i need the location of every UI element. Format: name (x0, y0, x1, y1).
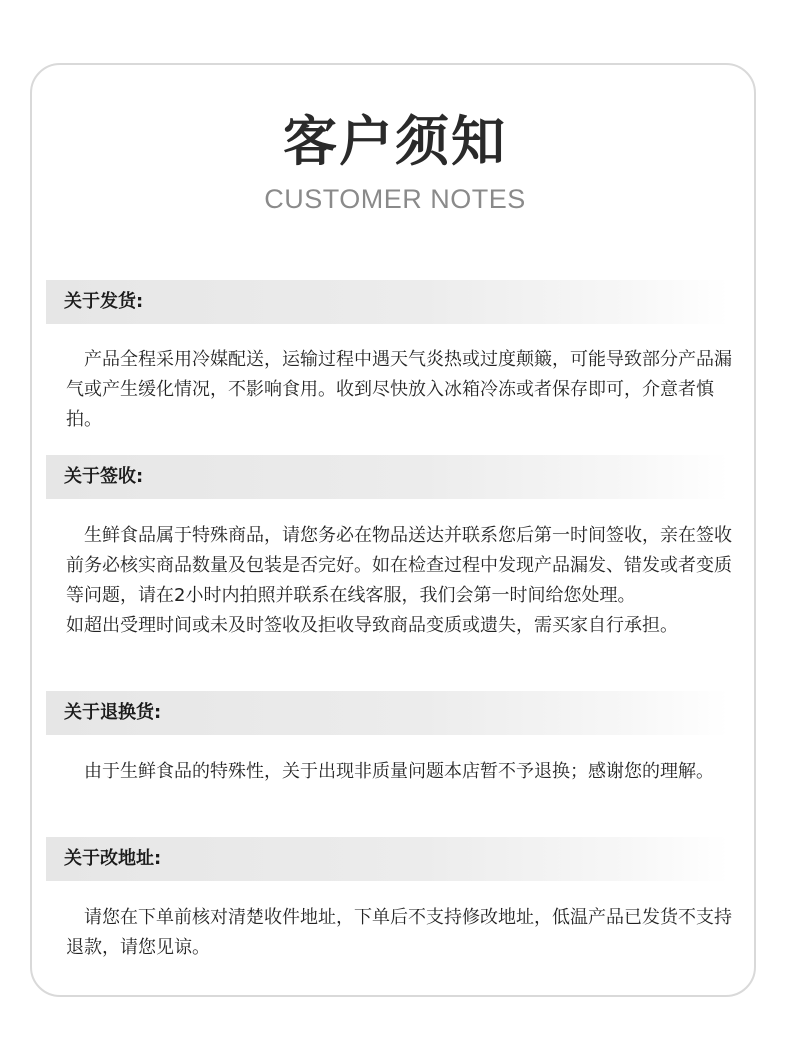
receipt-paragraph: 生鲜食品属于特殊商品，请您务必在物品送达并联系您后第一时间签收，亲在签收前务必核实商品数量及包装是否完好。如在检查过程中发现产品漏发、错发或者变质等问题，请在2小时内拍照并联系在线客服，我们会第一时间给您处理。 (66, 525, 732, 606)
page-subtitle: CUSTOMER NOTES (264, 184, 526, 214)
page-title: 客户须知 (283, 110, 507, 173)
receipt-note: 如超出受理时间或未及时签收及拒收导致商品变质或遗失，需买家自行承担。 (66, 615, 678, 636)
section-body-address (66, 903, 738, 963)
section-body-shipping (66, 345, 738, 435)
section-heading-shipping: 关于发货: (46, 280, 729, 324)
address-paragraph: 请您在下单前核对清楚收件地址，下单后不支持修改地址，低温产品已发货不支持退款，请您见谅。 (66, 907, 732, 958)
section-body-returns (66, 757, 738, 787)
section-heading-returns: 关于退换货: (46, 691, 729, 735)
returns-paragraph: 由于生鲜食品的特殊性，关于出现非质量问题本店暂不予退换；感谢您的理解。 (84, 761, 714, 782)
shipping-paragraph: 产品全程采用冷媒配送，运输过程中遇天气炎热或过度颠簸，可能导致部分产品漏气或产生缓化情况，不影响食用。收到尽快放入冰箱冷冻或者保存即可，介意者慎拍。 (66, 349, 732, 430)
section-heading-receipt: 关于签收: (46, 455, 729, 499)
section-body-receipt (66, 521, 738, 641)
section-heading-address: 关于改地址: (46, 837, 729, 881)
